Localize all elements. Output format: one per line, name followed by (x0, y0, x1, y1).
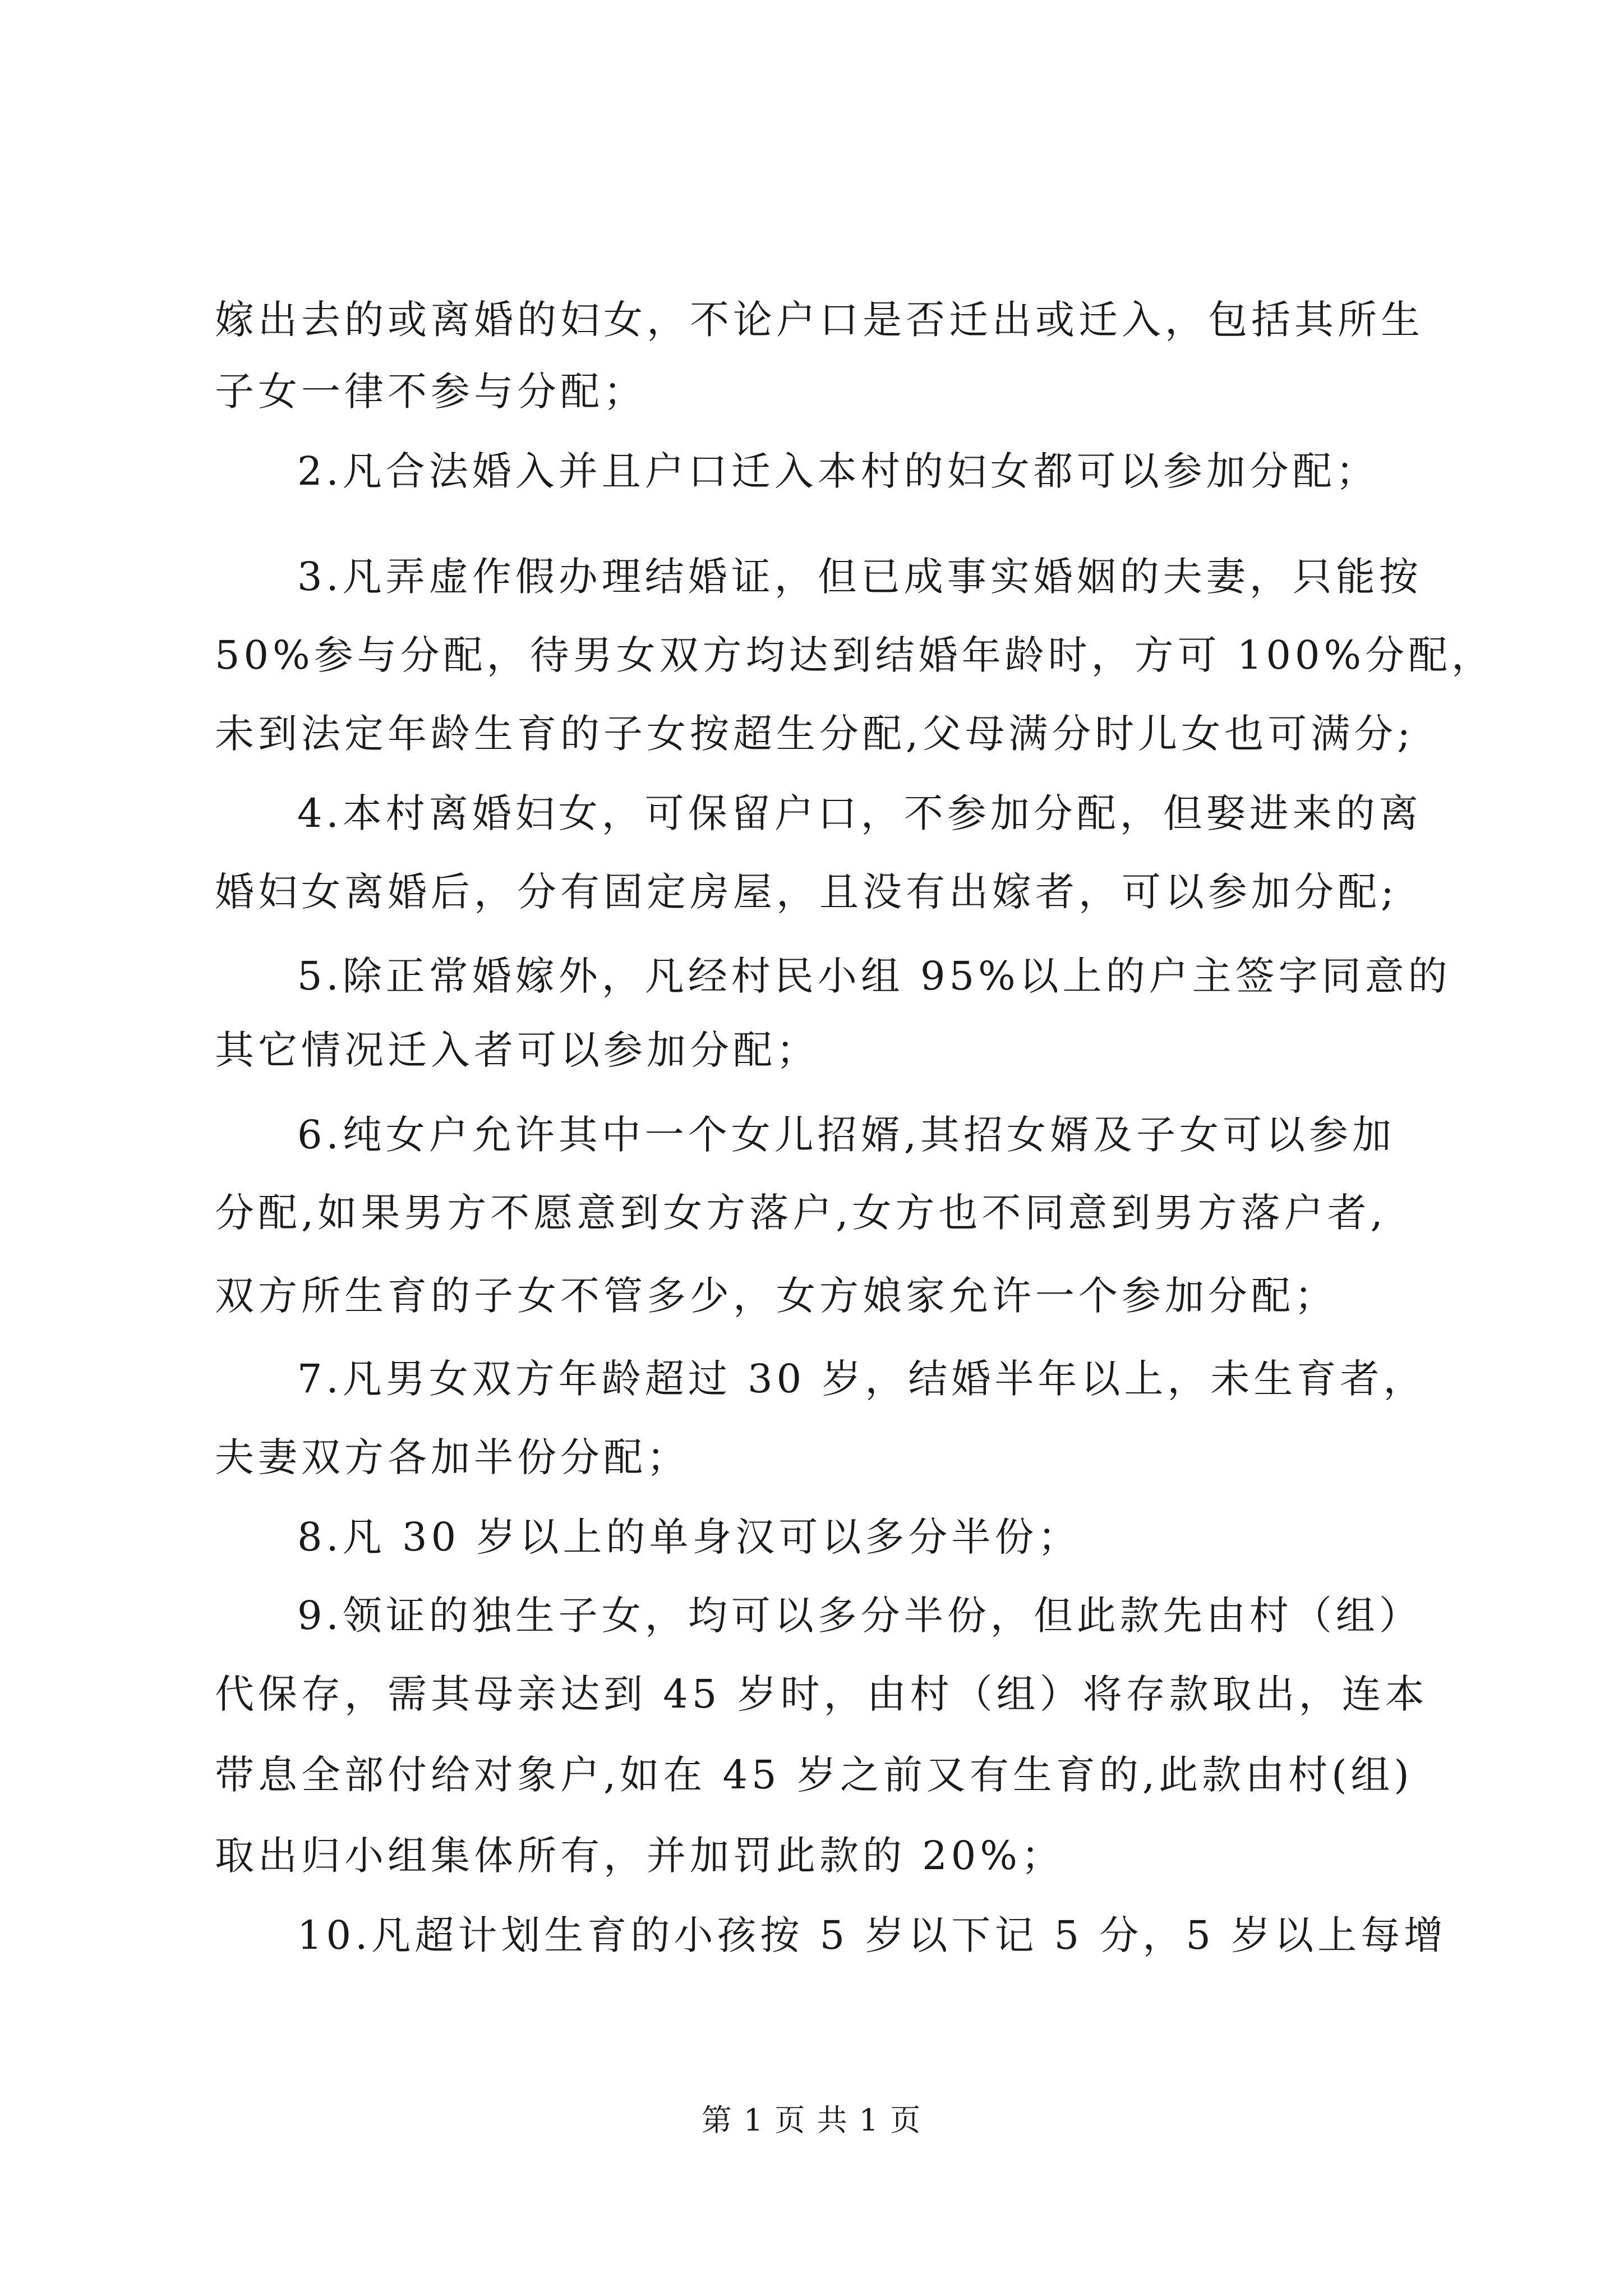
page-footer: 第 1 页 共 1 页 (701, 2102, 922, 2138)
text-line: 2.凡合法婚入并且户口迁入本村的妇女都可以参加分配； (297, 448, 1379, 494)
text-line: 4.本村离婚妇女，可保留户口，不参加分配，但娶进来的离 (297, 790, 1422, 836)
text-line: 7.凡男女双方年龄超过 30 岁，结婚半年以上，未生育者， (297, 1356, 1427, 1402)
text-line: 5.除正常婚嫁外，凡经村民小组 95%以上的户主签字同意的 (297, 953, 1451, 999)
text-line: 6.纯女户允许其中一个女儿招婿,其招女婿及子女可以参加 (297, 1112, 1396, 1158)
text-line: 婚妇女离婚后，分有固定房屋，且没有出嫁者，可以参加分配; (215, 869, 1398, 915)
text-line: 子女一律不参与分配； (215, 369, 647, 415)
text-line: 9.领证的独生子女，均可以多分半份，但此款先由村（组） (297, 1593, 1422, 1639)
text-line: 3.凡弄虚作假办理结婚证，但已成事实婚姻的夫妻，只能按 (297, 554, 1422, 600)
text-line: 双方所生育的子女不管多少，女方娘家允许一个参加分配； (215, 1273, 1338, 1319)
text-line: 夫妻双方各加半份分配； (215, 1434, 690, 1480)
text-line: 8.凡 30 岁以上的单身汉可以多分半份； (297, 1514, 1081, 1560)
text-line: 分配,如果男方不愿意到女方落户,女方也不同意到男方落户者, (215, 1190, 1387, 1236)
text-line: 嫁出去的或离婚的妇女，不论户口是否迁出或迁入，包括其所生 (215, 297, 1424, 343)
text-line: 10.凡超计划生育的小孩按 5 岁以下记 5 分，5 岁以上每增 (297, 1912, 1447, 1958)
text-line: 50%参与分配，待男女双方均达到结婚年龄时，方可 100%分配， (215, 632, 1495, 678)
text-line: 未到法定年龄生育的子女按超生分配,父母满分时儿女也可满分; (215, 711, 1414, 757)
text-line: 取出归小组集体所有，并加罚此款的 20%； (215, 1833, 1064, 1879)
text-line: 代保存，需其母亲达到 45 岁时，由村（组）将存款取出，连本 (215, 1671, 1428, 1717)
text-line: 带息全部付给对象户,如在 45 岁之前又有生育的,此款由村(组) (215, 1752, 1413, 1798)
text-line: 其它情况迁入者可以参加分配； (215, 1027, 819, 1073)
